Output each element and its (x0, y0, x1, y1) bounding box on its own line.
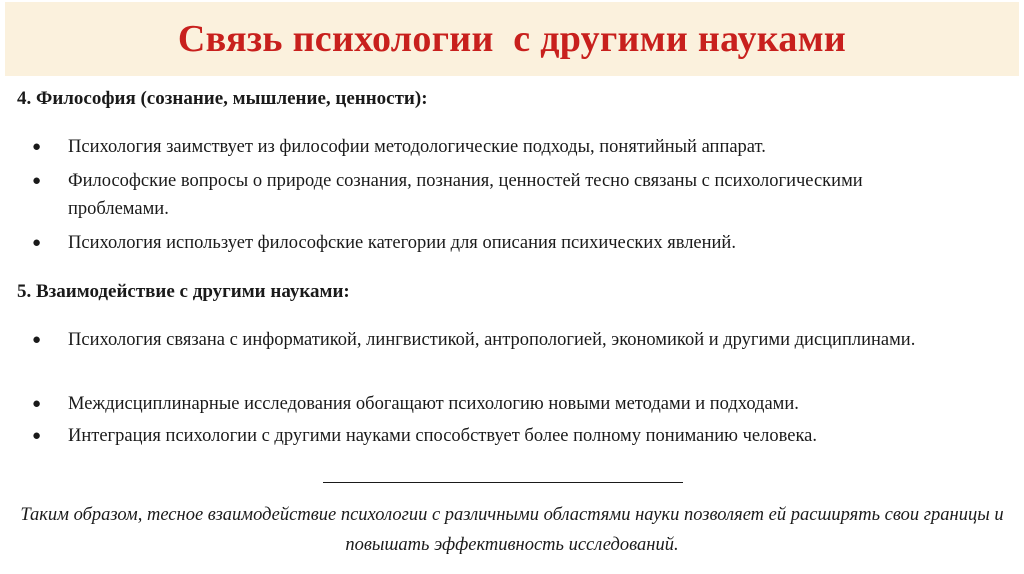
bullet-text: Психология заимствует из философии методологические подходы, понятийный аппарат. (68, 137, 766, 157)
bullet-text: Междисциплинарные исследования обогащают психологию новыми методами и подходами. (68, 394, 799, 414)
bullet-text: Психология использует философские категории для описания психических явлений. (68, 233, 736, 253)
section-heading-interaction: 5. Взаимодействие с другими науками: (17, 281, 350, 302)
bullet-marker: ● (32, 173, 42, 189)
slide-title: Связь психологии с другими науками (177, 18, 847, 60)
bullet-text: Психология связана с информатикой, лингвистикой, антропологией, экономикой и другими дисциплинами. (68, 330, 916, 350)
divider-line (323, 482, 683, 483)
bullet-text: Философские вопросы о природе сознания, познания, ценностей тесно связаны с психологическими проблемами. (68, 171, 863, 219)
bullet-marker: ● (32, 396, 42, 412)
summary-text: Таким образом, тесное взаимодействие психологии с различными областями науки позволяет ей расширять свои границы и повышать эффективность исследований. (20, 505, 1004, 555)
title-banner (5, 2, 1019, 76)
bullet-marker: ● (32, 235, 42, 251)
bullet-marker: ● (32, 139, 42, 155)
bullet-marker: ● (32, 428, 42, 444)
section-heading-philosophy: 4. Философия (сознание, мышление, ценности): (17, 88, 428, 109)
bullet-marker: ● (32, 332, 42, 348)
bullet-text: Интеграция психологии с другими науками способствует более полному пониманию человека. (68, 426, 818, 446)
